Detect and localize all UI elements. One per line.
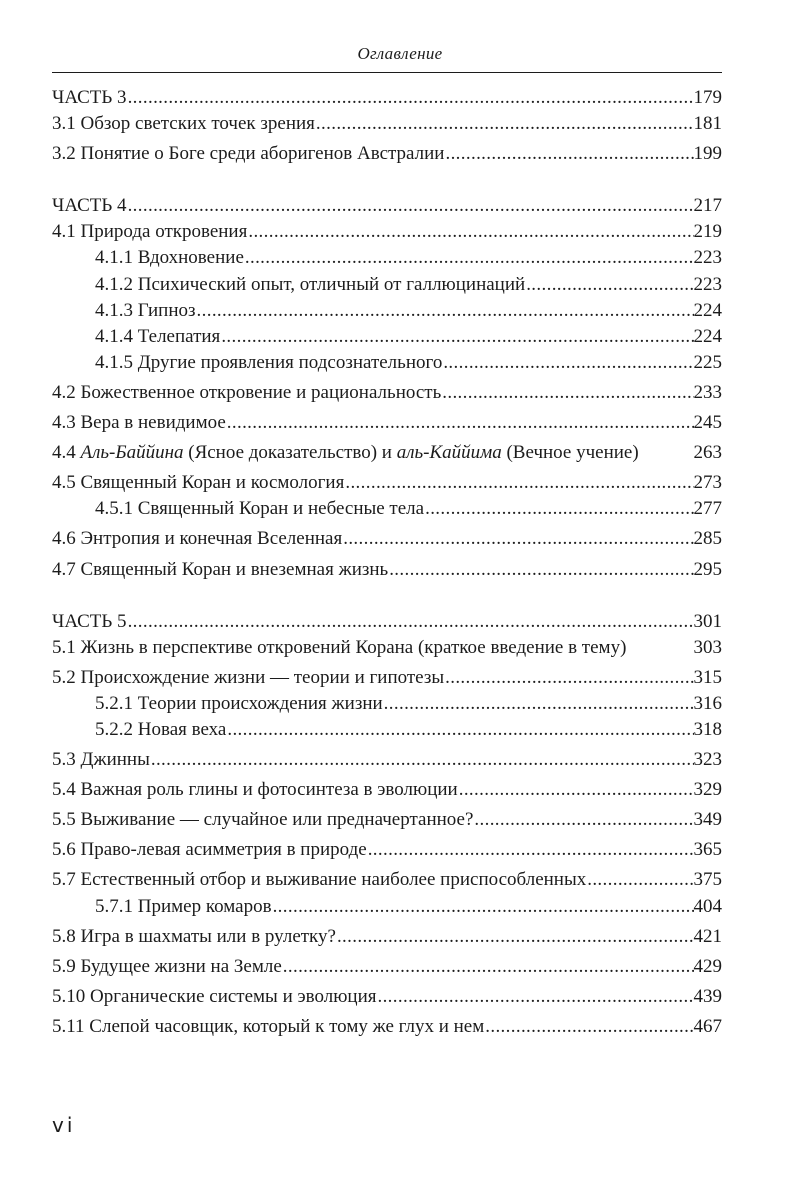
toc-entry-page-number: 315 [693, 666, 722, 688]
toc-entry-title: ЧАСТЬ 5 [52, 610, 127, 632]
toc-entry-title: 5.10 Органические системы и эволюция [52, 985, 377, 1007]
toc-entry-page-number: 303 [693, 636, 722, 658]
dot-leader [442, 350, 693, 376]
dot-leader [586, 867, 693, 893]
toc-entry-page-number: 277 [693, 498, 722, 520]
toc-entry-page-number: 295 [693, 558, 722, 580]
toc-entry-page-number: 263 [693, 442, 722, 464]
dot-leader [388, 557, 693, 583]
toc-entry-page-number: 233 [693, 381, 722, 403]
page-number-folio: vi [52, 1113, 76, 1137]
toc-part-row [52, 193, 722, 219]
toc-entry-page-number: 273 [693, 472, 722, 494]
toc-entry-page-number: 323 [693, 749, 722, 771]
dot-leader [444, 665, 693, 691]
toc-entry-title: 4.1.5 Другие проявления подсознательного [95, 351, 443, 373]
toc-entry-title: 5.4 Важная роль глины и фотосинтеза в эволюции [52, 779, 458, 801]
dot-leader [220, 324, 693, 350]
toc-section-row [52, 807, 722, 833]
dot-leader [441, 380, 693, 406]
toc-entry-title-part: (Вечное учение) [501, 442, 639, 464]
dot-leader [127, 193, 694, 219]
toc-entry-title: 5.3 Джинны [52, 749, 150, 771]
toc-section-row [52, 380, 722, 406]
toc-entry-page-number: 329 [693, 779, 722, 801]
toc-entry-page-number: 285 [693, 528, 722, 550]
toc-entry-title: 4.3 Вера в невидимое [52, 412, 226, 434]
toc-entry-title: 5.11 Слепой часовщик, который к тому же глух и нем [52, 1015, 485, 1037]
toc-entry-page-number: 318 [693, 718, 722, 740]
toc-section-row [52, 470, 722, 496]
toc-entry-title: 3.2 Понятие о Боге среди аборигенов Австралии [52, 143, 445, 165]
table-of-contents [52, 74, 722, 1040]
toc-entry-page-number: 349 [693, 809, 722, 831]
dot-leader [226, 410, 694, 436]
toc-entry-title-part: (Ясное доказательство) и [183, 442, 397, 464]
dot-leader [150, 747, 694, 773]
dot-leader [342, 526, 693, 552]
toc-part-row [52, 85, 722, 111]
dot-leader [272, 894, 694, 920]
toc-entry-page-number: 429 [693, 955, 722, 977]
toc-subsection-row [52, 691, 722, 717]
toc-entry-page-number: 467 [693, 1015, 722, 1037]
toc-subsection-row [52, 350, 722, 376]
dot-leader [244, 245, 694, 271]
toc-entry-title: 5.7 Естественный отбор и выживание наиболее приспособленных [52, 869, 587, 891]
toc-entry-title: ЧАСТЬ 4 [52, 195, 127, 217]
toc-entry-title: 4.1.4 Телепатия [95, 325, 221, 347]
dot-leader [282, 954, 694, 980]
toc-entry-page-number: 439 [693, 985, 722, 1007]
toc-section-row [52, 984, 722, 1010]
toc-entry-page-number: 199 [693, 143, 722, 165]
toc-section-row [52, 665, 722, 691]
header-rule [52, 72, 722, 73]
toc-entry-title: 4.2 Божественное откровение и рациональность [52, 381, 442, 403]
toc-entry-title: 5.2.1 Теории происхождения жизни [95, 692, 383, 714]
toc-section-row [52, 837, 722, 863]
toc-section-row [52, 924, 722, 950]
toc-entry-page-number: 181 [693, 113, 722, 135]
dot-leader [315, 111, 694, 137]
toc-section-row [52, 747, 722, 773]
toc-entry-title: 5.9 Будущее жизни на Земле [52, 955, 282, 977]
toc-entry-page-number: 245 [693, 412, 722, 434]
toc-section-row [52, 557, 722, 583]
toc-entry-title [52, 440, 639, 466]
toc-entry-page-number: 375 [693, 869, 722, 891]
toc-entry-title: 4.5.1 Священный Коран и небесные тела [95, 498, 425, 520]
toc-part-row [52, 609, 722, 635]
toc-entry-title-part: 4.4 [52, 442, 81, 464]
toc-entry-title: 5.8 Игра в шахматы или в рулетку? [52, 925, 336, 947]
dot-leader [484, 1014, 693, 1040]
toc-entry-title-italic: Аль-Баййина [80, 442, 184, 464]
toc-entry-title: 3.1 Обзор светских точек зрения [52, 113, 315, 135]
toc-section-row [52, 440, 722, 466]
dot-leader [525, 272, 693, 298]
dot-leader [344, 470, 693, 496]
toc-entry-title: 4.1.1 Вдохновение [95, 247, 244, 269]
toc-entry-page-number: 223 [693, 273, 722, 295]
dot-leader [458, 777, 694, 803]
toc-entry-page-number: 316 [693, 692, 722, 714]
dot-leader [383, 691, 694, 717]
toc-section-row [52, 1014, 722, 1040]
toc-subsection-row [52, 272, 722, 298]
dot-leader [473, 807, 693, 833]
dot-leader [444, 141, 693, 167]
toc-entry-title: 4.1.2 Психический опыт, отличный от галлюцинаций [95, 273, 526, 295]
toc-entry-page-number: 365 [693, 839, 722, 861]
toc-entry-title: 5.7.1 Пример комаров [95, 895, 272, 917]
dot-leader [424, 496, 693, 522]
toc-entry-title: 4.7 Священный Коран и внеземная жизнь [52, 558, 389, 580]
dot-leader [247, 219, 693, 245]
toc-entry-title: 5.5 Выживание — случайное или предначертанное? [52, 809, 474, 831]
dot-leader [226, 717, 693, 743]
toc-section-row [52, 141, 722, 167]
toc-entry-title: 4.1.3 Гипноз [95, 299, 196, 321]
toc-section-row [52, 777, 722, 803]
toc-subsection-row [52, 245, 722, 271]
toc-entry-page-number: 421 [693, 925, 722, 947]
dot-leader [367, 837, 694, 863]
toc-entry-page-number: 404 [693, 895, 722, 917]
toc-entry-page-number: 217 [693, 195, 722, 217]
toc-subsection-row [52, 894, 722, 920]
dot-leader [376, 984, 693, 1010]
toc-entry-page-number: 219 [693, 221, 722, 243]
dot-leader [336, 924, 694, 950]
toc-section-row [52, 111, 722, 137]
toc-section-row [52, 526, 722, 552]
toc-entry-title: 4.5 Священный Коран и космология [52, 472, 345, 494]
toc-entry-page-number: 301 [693, 610, 722, 632]
toc-section-row [52, 410, 722, 436]
toc-entry-page-number: 224 [693, 325, 722, 347]
toc-entry-title: 5.1 Жизнь в перспективе откровений Корана (краткое введение в тему) [52, 636, 627, 658]
toc-subsection-row [52, 496, 722, 522]
toc-subsection-row [52, 717, 722, 743]
dot-leader [127, 85, 694, 111]
toc-entry-page-number: 224 [693, 299, 722, 321]
toc-entry-page-number: 223 [693, 247, 722, 269]
toc-entry-page-number: 225 [693, 351, 722, 373]
toc-entry-title: 5.2.2 Новая веха [95, 718, 227, 740]
toc-entry-page-number: 179 [693, 87, 722, 108]
toc-entry-title: 5.6 Право-левая асимметрия в природе [52, 839, 367, 861]
toc-section-row [52, 219, 722, 245]
toc-section-row [52, 635, 722, 661]
toc-entry-title-italic: аль-Каййима [396, 442, 502, 464]
dot-leader [127, 609, 694, 635]
toc-section-row [52, 867, 722, 893]
toc-entry-title: 5.2 Происхождение жизни — теории и гипотезы [52, 666, 445, 688]
toc-subsection-row [52, 324, 722, 350]
running-head: Оглавление [357, 44, 443, 63]
toc-entry-title: ЧАСТЬ 3 [52, 87, 127, 108]
toc-section-row [52, 954, 722, 980]
toc-entry-title: 4.6 Энтропия и конечная Вселенная [52, 528, 343, 550]
dot-leader [196, 298, 694, 324]
toc-subsection-row [52, 298, 722, 324]
toc-entry-title: 4.1 Природа откровения [52, 221, 248, 243]
